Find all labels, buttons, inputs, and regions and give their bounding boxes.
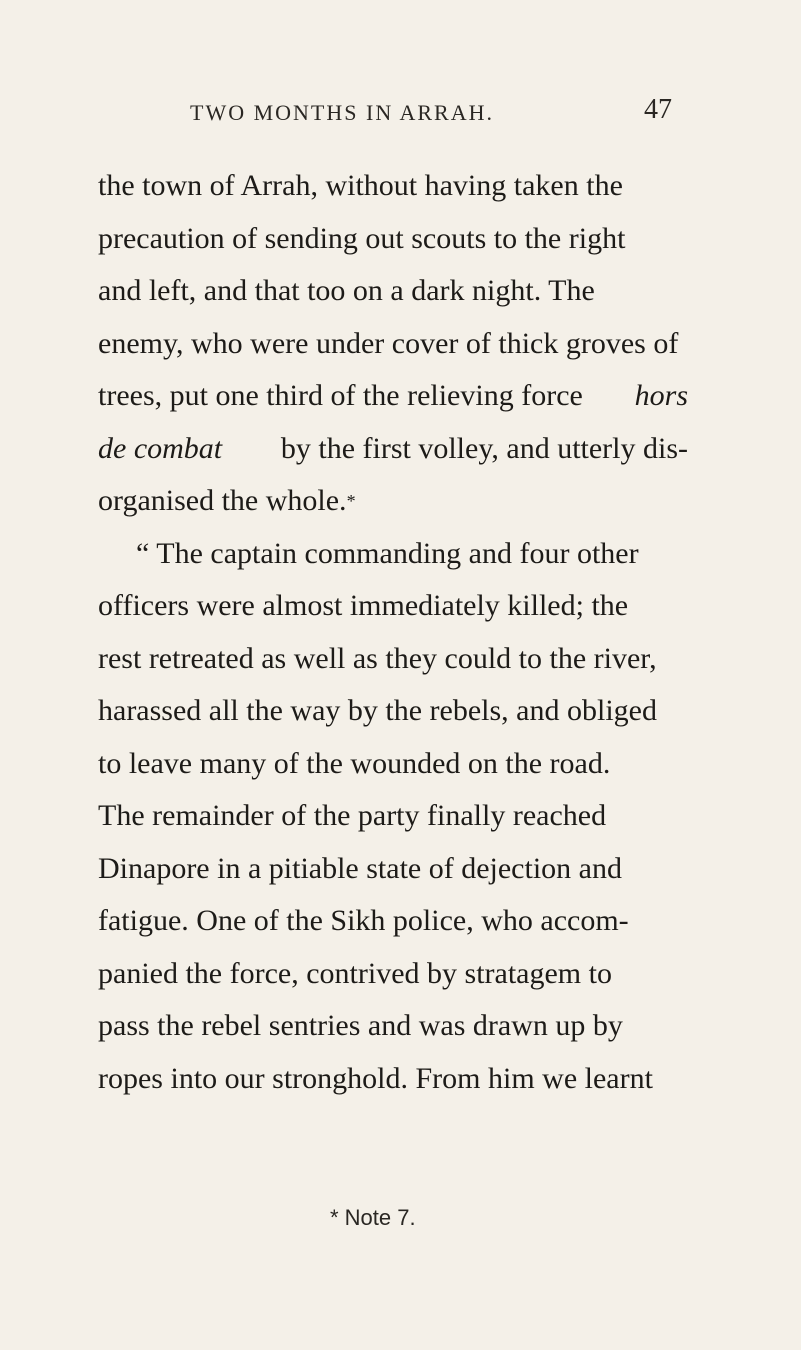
text-line: fatigue. One of the Sikh police, who accom- [98, 904, 629, 937]
text-line: to leave many of the wounded on the road. [98, 746, 611, 780]
text-segment: organised the whole. [98, 484, 347, 517]
text-line: The remainder of the party finally reached [98, 799, 607, 832]
running-title: TWO MONTHS IN ARRAH. [190, 100, 494, 125]
text-line: officers were almost immediately killed; the [98, 589, 629, 622]
text-line: Dinapore in a pitiable state of dejection and [98, 851, 622, 885]
footnote: * Note 7. [330, 1205, 416, 1230]
italic-text: hors [634, 379, 688, 412]
footnote-marker: * [346, 491, 356, 511]
text-line: ropes into our stronghold. From him we learnt [98, 1061, 653, 1095]
text-line-with-italic [98, 423, 688, 476]
text-line: harassed all the way by the rebels, and obliged [98, 694, 657, 727]
text-line-with-italic [98, 370, 688, 423]
text-line: panied the force, contrived by stratagem to [98, 956, 612, 990]
text-line: “ The captain commanding and four other [136, 536, 639, 570]
text-segment: trees, put one third of the relieving force [98, 379, 583, 412]
page-number: 47 [644, 94, 672, 125]
body-text [98, 160, 688, 1105]
text-line: pass the rebel sentries and was drawn up by [98, 1009, 623, 1042]
text-line: enemy, who were under cover of thick groves of [98, 326, 679, 360]
text-line: precaution of sending out scouts to the right [98, 221, 626, 255]
text-line: the town of Arrah, without having taken the [98, 169, 623, 202]
italic-text: de combat [98, 431, 223, 465]
text-segment: by the first volley, and utterly dis- [280, 431, 688, 465]
text-line [98, 475, 688, 528]
text-line: rest retreated as well as they could to the river, [98, 641, 657, 675]
text-line: and left, and that too on a dark night. The [98, 274, 595, 307]
